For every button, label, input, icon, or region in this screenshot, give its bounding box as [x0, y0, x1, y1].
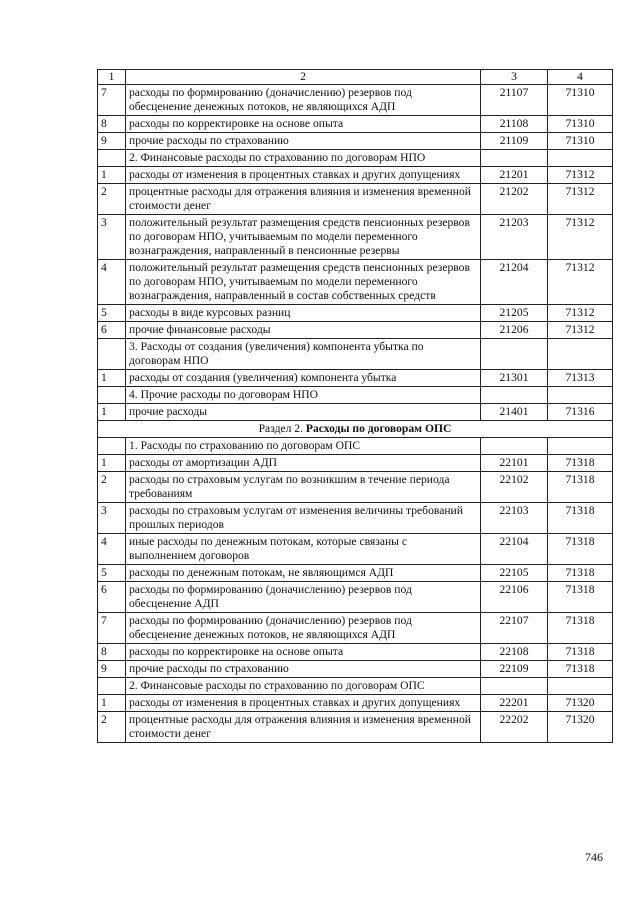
row-description: расходы от изменения в процентных ставках и других допущениях: [126, 695, 481, 712]
row-description: расходы по корректировке на основе опыта: [126, 644, 481, 661]
table-row: [98, 503, 613, 534]
symbol-code: [548, 339, 613, 370]
row-number: 2: [98, 712, 126, 743]
row-number: 1: [98, 404, 126, 421]
header-col-4: 4: [548, 70, 613, 85]
row-number: 8: [98, 116, 126, 133]
account-code: 22101: [481, 455, 548, 472]
account-code: 21201: [481, 167, 548, 184]
table-row: [98, 370, 613, 387]
account-code: 22104: [481, 534, 548, 565]
subheading-text: 1. Расходы по страхованию по договорам ОПС: [126, 438, 481, 455]
row-number: 1: [98, 695, 126, 712]
symbol-code: 71312: [548, 215, 613, 260]
row-number: 6: [98, 322, 126, 339]
row-number: 3: [98, 215, 126, 260]
row-description: расходы по денежным потокам, не являющимся АДП: [126, 565, 481, 582]
symbol-code: 71318: [548, 503, 613, 534]
symbol-code: 71312: [548, 322, 613, 339]
account-code: 21401: [481, 404, 548, 421]
row-description: расходы от изменения в процентных ставках и других допущениях: [126, 167, 481, 184]
row-number: 2: [98, 184, 126, 215]
subheading-text: 3. Расходы от создания (увеличения) компонента убытка по договорам НПО: [126, 339, 481, 370]
table-row: [98, 613, 613, 644]
row-description: иные расходы по денежным потокам, которые связаны с выполнением договоров: [126, 534, 481, 565]
row-description: прочие расходы по страхованию: [126, 133, 481, 150]
symbol-code: [548, 678, 613, 695]
row-description: процентные расходы для отражения влияния и изменения временной стоимости денег: [126, 712, 481, 743]
subheading-text: 4. Прочие расходы по договорам НПО: [126, 387, 481, 404]
row-number: 1: [98, 167, 126, 184]
table-row: [98, 695, 613, 712]
symbol-code: 71318: [548, 613, 613, 644]
row-number: [98, 150, 126, 167]
account-code: [481, 678, 548, 695]
row-number: 5: [98, 305, 126, 322]
symbol-code: [548, 438, 613, 455]
account-code: [481, 438, 548, 455]
account-code: 21107: [481, 85, 548, 116]
account-code: 21108: [481, 116, 548, 133]
account-code: 22103: [481, 503, 548, 534]
table-row: [98, 644, 613, 661]
symbol-code: 71312: [548, 167, 613, 184]
section-title: [98, 421, 613, 438]
subheading-row: [98, 387, 613, 404]
row-number: 7: [98, 613, 126, 644]
row-number: [98, 678, 126, 695]
row-description: расходы в виде курсовых разниц: [126, 305, 481, 322]
table-row: [98, 534, 613, 565]
symbol-code: 71312: [548, 260, 613, 305]
account-code: 22202: [481, 712, 548, 743]
row-number: 4: [98, 534, 126, 565]
account-code: 22108: [481, 644, 548, 661]
section-row: [98, 421, 613, 438]
account-code: 22201: [481, 695, 548, 712]
subheading-text: 2. Финансовые расходы по страхованию по договорам ОПС: [126, 678, 481, 695]
row-description: положительный результат размещения средств пенсионных резервов по договорам НПО, учитываемым по модели переменного вознаграждения, направленный в состав собственных средств: [126, 260, 481, 305]
row-description: расходы по корректировке на основе опыта: [126, 116, 481, 133]
accounts-table: [97, 69, 613, 743]
table-row: [98, 455, 613, 472]
symbol-code: 71318: [548, 455, 613, 472]
subheading-row: [98, 150, 613, 167]
table-row: [98, 184, 613, 215]
symbol-code: 71320: [548, 695, 613, 712]
row-description: расходы по формированию (доначислению) резервов под обесценение денежных потоков, не являющихся АДП: [126, 613, 481, 644]
subheading-row: [98, 438, 613, 455]
row-number: 9: [98, 133, 126, 150]
symbol-code: 71312: [548, 305, 613, 322]
symbol-code: 71318: [548, 582, 613, 613]
symbol-code: 71310: [548, 116, 613, 133]
row-description: расходы от амортизации АДП: [126, 455, 481, 472]
header-col-1: 1: [98, 70, 126, 85]
symbol-code: 71316: [548, 404, 613, 421]
symbol-code: 71320: [548, 712, 613, 743]
symbol-code: 71318: [548, 565, 613, 582]
account-code: 21206: [481, 322, 548, 339]
symbol-code: 71318: [548, 661, 613, 678]
row-number: 8: [98, 644, 126, 661]
row-description: положительный результат размещения средств пенсионных резервов по договорам НПО, учитываемым по модели переменного вознаграждения, направленный в пенсионные резервы: [126, 215, 481, 260]
table-row: [98, 133, 613, 150]
table-body: [98, 85, 613, 743]
symbol-code: 71310: [548, 133, 613, 150]
row-description: прочие финансовые расходы: [126, 322, 481, 339]
table-row: [98, 565, 613, 582]
table-row: [98, 582, 613, 613]
row-description: расходы по страховым услугам от изменения величины требований прошлых периодов: [126, 503, 481, 534]
account-code: 22102: [481, 472, 548, 503]
table-row: [98, 167, 613, 184]
section-prefix: Раздел 2.: [258, 422, 303, 435]
symbol-code: 71318: [548, 534, 613, 565]
row-number: 2: [98, 472, 126, 503]
row-number: 1: [98, 455, 126, 472]
symbol-code: [548, 387, 613, 404]
symbol-code: 71318: [548, 472, 613, 503]
account-code: 21204: [481, 260, 548, 305]
symbol-code: 71310: [548, 85, 613, 116]
row-description: расходы по формированию (доначислению) резервов под обесценение денежных потоков, не являющихся АДП: [126, 85, 481, 116]
row-number: 6: [98, 582, 126, 613]
table-row: [98, 116, 613, 133]
section-name: Расходы по договорам ОПС: [305, 422, 452, 435]
account-code: 22107: [481, 613, 548, 644]
account-code: 21109: [481, 133, 548, 150]
row-description: расходы по страховым услугам по возникшим в течение периода требованиям: [126, 472, 481, 503]
table-row: [98, 305, 613, 322]
table-row: [98, 404, 613, 421]
row-number: [98, 387, 126, 404]
symbol-code: 71318: [548, 644, 613, 661]
table-row: [98, 85, 613, 116]
table-row: [98, 260, 613, 305]
symbol-code: 71313: [548, 370, 613, 387]
table-row: [98, 215, 613, 260]
row-number: 9: [98, 661, 126, 678]
row-number: 5: [98, 565, 126, 582]
table-row: [98, 472, 613, 503]
subheading-text: 2. Финансовые расходы по страхованию по договорам НПО: [126, 150, 481, 167]
table-row: [98, 712, 613, 743]
subheading-row: [98, 678, 613, 695]
account-code: 22106: [481, 582, 548, 613]
account-code: [481, 150, 548, 167]
account-code: 21301: [481, 370, 548, 387]
row-description: прочие расходы по страхованию: [126, 661, 481, 678]
row-number: 4: [98, 260, 126, 305]
table-row: [98, 661, 613, 678]
row-description: процентные расходы для отражения влияния и изменения временной стоимости денег: [126, 184, 481, 215]
row-number: 7: [98, 85, 126, 116]
row-description: прочие расходы: [126, 404, 481, 421]
account-code: 21203: [481, 215, 548, 260]
account-code: 21202: [481, 184, 548, 215]
row-description: расходы от создания (увеличения) компонента убытка: [126, 370, 481, 387]
account-code: [481, 387, 548, 404]
table-row: [98, 322, 613, 339]
page-number: 746: [585, 850, 603, 864]
header-col-2: 2: [126, 70, 481, 85]
table-header-row: [98, 70, 613, 85]
header-col-3: 3: [481, 70, 548, 85]
subheading-row: [98, 339, 613, 370]
symbol-code: 71312: [548, 184, 613, 215]
row-number: 3: [98, 503, 126, 534]
symbol-code: [548, 150, 613, 167]
row-number: [98, 339, 126, 370]
row-description: расходы по формированию (доначислению) резервов под обесценение АДП: [126, 582, 481, 613]
account-code: 21205: [481, 305, 548, 322]
account-code: 22105: [481, 565, 548, 582]
row-number: 1: [98, 370, 126, 387]
account-code: [481, 339, 548, 370]
account-code: 22109: [481, 661, 548, 678]
row-number: [98, 438, 126, 455]
